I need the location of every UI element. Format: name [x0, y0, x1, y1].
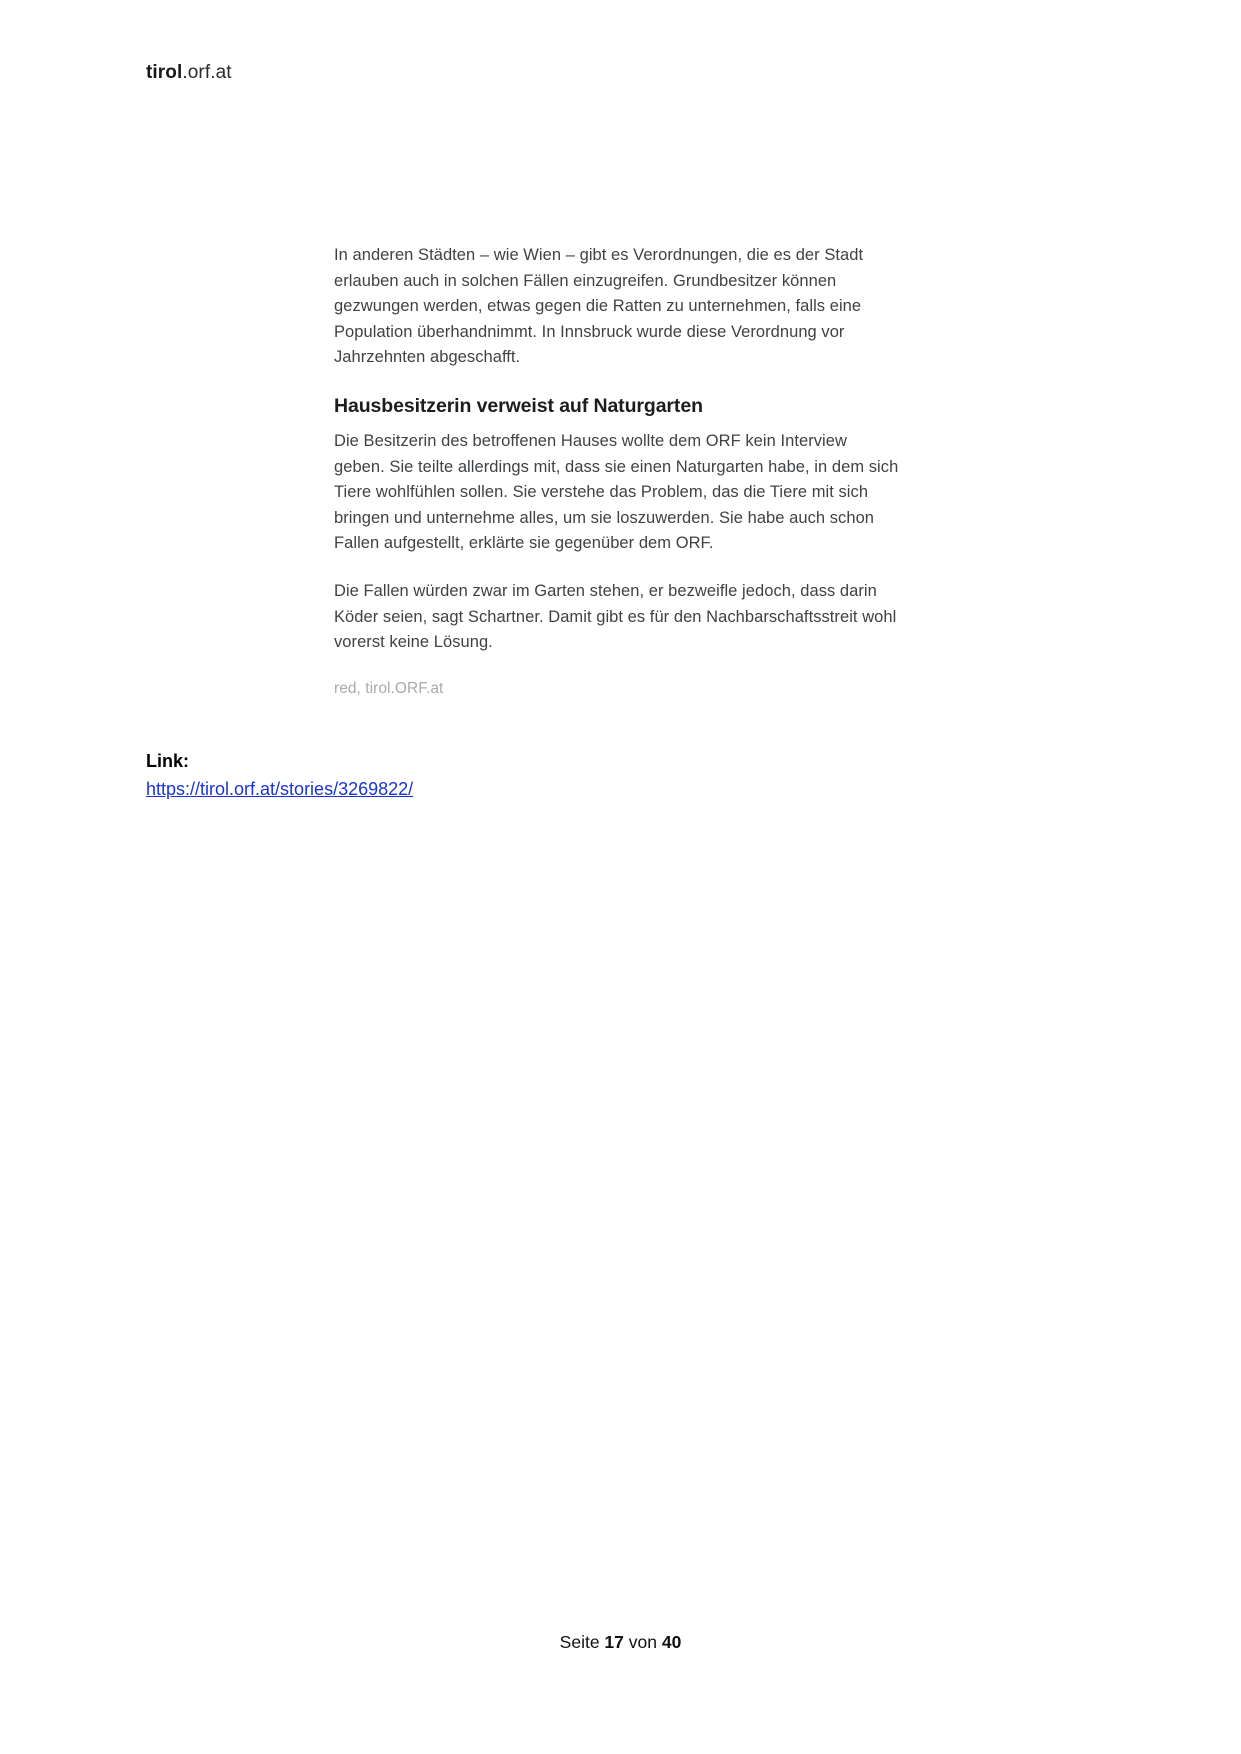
source-link[interactable]: https://tirol.orf.at/stories/3269822/ — [146, 779, 414, 799]
footer-current-page: 17 — [604, 1632, 624, 1652]
page-footer — [0, 1632, 1241, 1653]
site-logo — [146, 62, 232, 84]
site-logo-strong: tirol — [146, 62, 183, 83]
link-label: Link: — [146, 751, 189, 771]
article-paragraph-3: Die Fallen würden zwar im Garten stehen, er bezweifle jedoch, dass darin Köder seien, sagt Schartner. Damit gibt es für den Nachbarschaftsstreit wohl vorerst keine Lösung. — [334, 581, 897, 652]
footer-total-pages: 40 — [661, 1632, 682, 1652]
link-section — [146, 748, 846, 802]
article-body — [334, 243, 899, 700]
article-subheading: Hausbesitzerin verweist auf Naturgarten — [334, 394, 703, 417]
article-paragraph-2: Die Besitzerin des betroffenen Hauses wollte dem ORF kein Interview geben. Sie teilte allerdings mit, dass sie einen Naturgarten habe, in dem sich Tiere wohlfühlen sollen. Sie verstehe das Problem, das die Tiere mit sich bringen und unternehme alles, um sie loszuwerden. Sie habe auch schon Fallen aufgestellt, erklärte sie gegenüber dem ORF. — [334, 431, 899, 553]
article-byline: red, tirol.ORF.at — [334, 679, 444, 697]
footer-middle: von — [623, 1632, 662, 1652]
footer-prefix: Seite — [559, 1632, 605, 1652]
site-logo-light: .orf.at — [182, 62, 232, 83]
article-paragraph-1: In anderen Städten – wie Wien – gibt es Verordnungen, die es der Stadt erlauben auch in solchen Fällen einzugreifen. Grundbesitzer können gezwungen werden, etwas gegen die Ratten zu unternehmen, falls eine Population überhandnimmt. In Innsbruck wurde diese Verordnung vor Jahrzehnten abgeschafft. — [334, 246, 864, 367]
